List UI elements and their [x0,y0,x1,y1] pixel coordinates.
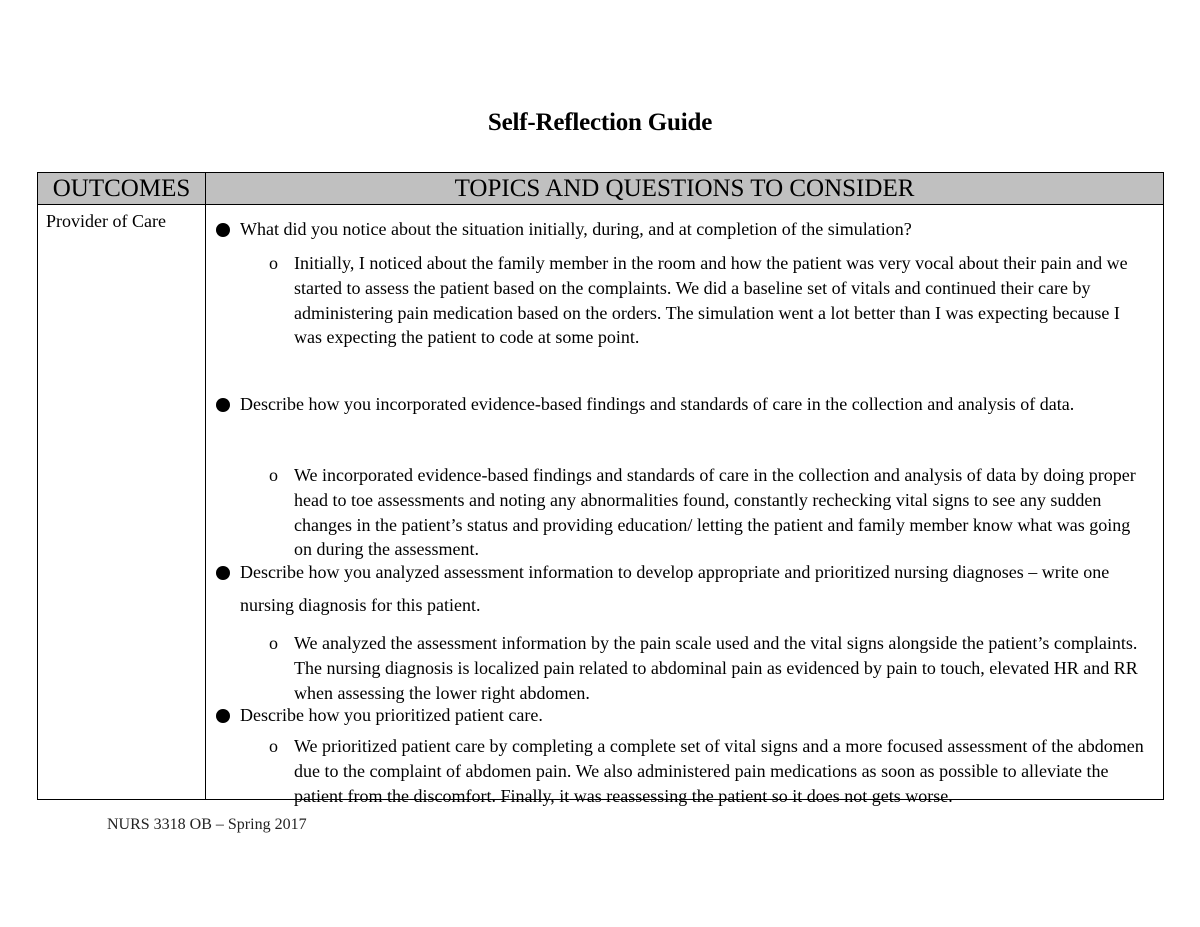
topic-question: What did you notice about the situation initially, during, and at completion of the simulation? [240,219,912,239]
bullet-icon [216,566,230,580]
header-outcomes: OUTCOMES [52,175,191,202]
topic-question: Describe how you analyzed assessment information to develop appropriate and prioritized nursing diagnoses – write one nursing diagnosis for this patient. [240,562,1110,615]
topics-cell [206,205,1163,806]
topic-answer: We incorporated evidence-based findings and standards of care in the collection and analysis of data by doing proper head to toe assessments and noting any abnormalities found, constantly rechecking vital signs to see any sudden changes in the patient’s status and providing education/ letting the patient and family member know what was going on during the assessment. [294,465,1136,560]
footer-text: NURS 3318 OB – Spring 2017 [107,816,307,833]
topic-answer: We analyzed the assessment information by the pain scale used and the vital signs alongside the patient’s complaints. The nursing diagnosis is localized pain related to abdominal pain as evidenced by pain to touch, elevated HR and RR when assessing the lower right abdomen. [294,633,1138,703]
sub-bullet-icon: o [269,465,278,485]
bullet-icon [216,223,230,237]
topic-answer: We prioritized patient care by completing a complete set of vital signs and a more focused assessment of the abdomen due to the complaint of abdomen pain. We also administered pain medications as soon as possible to alleviate the patient from the discomfort. Finally, it was reassessing the patient so it does not gets worse. [294,736,1144,806]
reflection-table [37,172,1164,806]
bullet-icon [216,398,230,412]
sub-bullet-icon: o [269,633,278,653]
topic-question: Describe how you incorporated evidence-based findings and standards of care in the collection and analysis of data. [240,394,1075,414]
page-title: Self-Reflection Guide [487,109,713,136]
outcome-label: Provider of Care [46,211,166,231]
topic-answer: Initially, I noticed about the family member in the room and how the patient was very vocal about their pain and we started to assess the patient based on the complaints. We did a baseline set of vitals and continued their care by administering pain medication based on the orders. The simulation went a lot better than I was expecting because I was expecting the patient to code at some point. [294,253,1128,348]
bullet-icon [216,709,230,723]
sub-bullet-icon: o [269,253,278,273]
header-topics: TOPICS AND QUESTIONS TO CONSIDER [454,175,915,202]
topic-question: Describe how you prioritized patient care. [240,705,543,725]
table-header-row [38,173,1163,205]
sub-bullet-icon: o [269,736,278,756]
